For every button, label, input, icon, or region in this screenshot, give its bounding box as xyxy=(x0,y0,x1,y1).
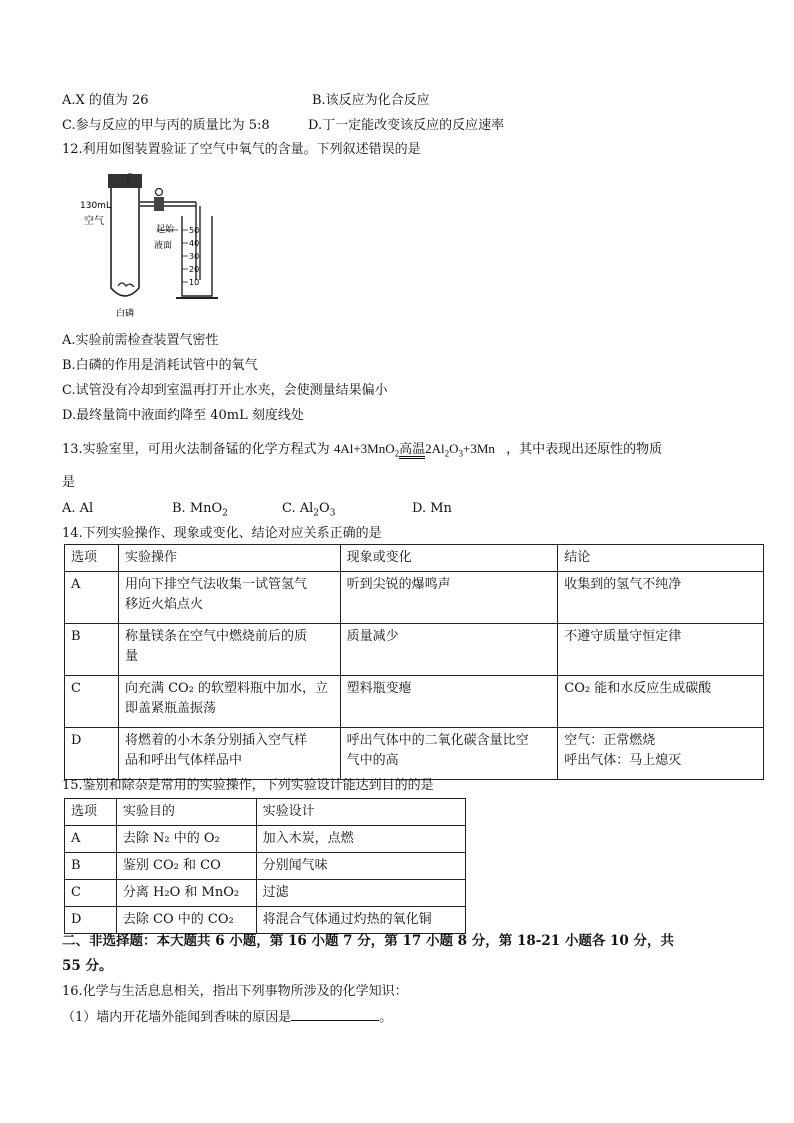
header-goal: 实验目的 xyxy=(116,799,256,826)
row-operation: 称量镁条在空气中燃烧前后的质 量 xyxy=(118,624,340,676)
header-phenomenon: 现象或变化 xyxy=(340,545,558,572)
table-row xyxy=(65,853,466,880)
q12-option-b: B.白磷的作用是消耗试管中的氧气 xyxy=(62,358,258,373)
row-operation: 用向下排空气法收集一试管氢气 移近火焰点火 xyxy=(118,572,340,624)
q13-stem-cont: 是 xyxy=(62,475,76,490)
row-phenomenon: 塑料瓶变瘪 xyxy=(340,676,558,728)
header-conclusion: 结论 xyxy=(558,545,764,572)
q12-apparatus-figure xyxy=(78,168,228,320)
header-design: 实验设计 xyxy=(256,799,465,826)
row-option: B xyxy=(65,853,117,880)
q11-option-c: C.参与反应的甲与丙的质量比为 5:8 xyxy=(62,118,270,133)
row-option: D xyxy=(65,907,117,934)
table-row xyxy=(65,572,764,624)
table-header-row xyxy=(65,799,466,826)
q16-stem: 16.化学与生活息息相关，指出下列事物所涉及的化学知识： xyxy=(62,984,408,999)
header-operation: 实验操作 xyxy=(118,545,340,572)
row-design: 加入木炭，点燃 xyxy=(256,826,465,853)
start-label-2: 液面 xyxy=(154,241,173,251)
row-option: C xyxy=(65,676,119,728)
row-design: 将混合气体通过灼热的氧化铜 xyxy=(256,907,465,934)
q12-option-d: D.最终量筒中液面约降至 40mL 刻度线处 xyxy=(62,408,304,423)
row-option: B xyxy=(65,624,119,676)
row-option: C xyxy=(65,880,117,907)
table-row xyxy=(65,676,764,728)
row-design: 过滤 xyxy=(256,880,465,907)
row-conclusion: 空气：正常燃烧 呼出气体：马上熄灭 xyxy=(558,728,764,780)
q16-sub1: （1）墙内开花墙外能闻到香味的原因是 。 xyxy=(62,1010,393,1025)
q11-option-d: D.丁一定能改变该反应的反应速率 xyxy=(308,118,505,133)
air-label: 空气 xyxy=(84,216,104,227)
row-phenomenon: 呼出气体中的二氧化碳含量比空 气中的高 xyxy=(340,728,558,780)
row-goal: 去除 CO 中的 CO₂ xyxy=(116,907,256,934)
row-conclusion: CO₂ 能和水反应生成碳酸 xyxy=(558,676,764,728)
row-operation: 将燃着的小木条分别插入空气样 品和呼出气体样品中 xyxy=(118,728,340,780)
row-phenomenon: 听到尖锐的爆鸣声 xyxy=(340,572,558,624)
scale-10: 10 xyxy=(189,278,200,287)
q13-stem-suffix: ，其中表现出还原性的物质 xyxy=(506,442,663,457)
table-row xyxy=(65,624,764,676)
table-row xyxy=(65,826,466,853)
header-option: 选项 xyxy=(65,545,119,572)
q12-option-c: C.试管没有冷却到室温再打开止水夹，会使测量结果偏小 xyxy=(62,383,388,398)
table-row xyxy=(65,880,466,907)
row-operation: 向充满 CO₂ 的软塑料瓶中加水，立 即盖紧瓶盖振荡 xyxy=(118,676,340,728)
q12-option-a: A.实验前需检查装置气密性 xyxy=(62,333,219,348)
scale-30: 30 xyxy=(189,252,200,261)
table-header-row xyxy=(65,545,764,572)
q15-table xyxy=(64,798,466,934)
q13-option-b: B. MnO$_2$ xyxy=(172,501,228,519)
row-conclusion: 收集到的氢气不纯净 xyxy=(558,572,764,624)
scale-50: 50 xyxy=(189,226,200,235)
scale-20: 20 xyxy=(189,265,200,274)
q13-option-c: C. $Al_2O_3$ xyxy=(282,501,336,519)
q16-sub1-text: （1）墙内开花墙外能闻到香味的原因是 xyxy=(62,1010,292,1025)
q13-stem-prefix: 13.实验室里，可用火法制备锰的化学方程式为 xyxy=(62,442,330,457)
q13-option-d: D. Mn xyxy=(412,501,452,516)
q13-equation: 4Al+3MnO$_2$高温$2Al_2O_3+3Mn$ xyxy=(333,441,495,459)
row-design: 分别闻气味 xyxy=(256,853,465,880)
q15-stem: 15.鉴别和除杂是常用的实验操作，下列实验设计能达到目的的是 xyxy=(62,778,434,793)
row-option: A xyxy=(65,572,119,624)
answer-blank[interactable] xyxy=(291,1008,379,1021)
row-goal: 去除 N₂ 中的 O₂ xyxy=(116,826,256,853)
row-goal: 分离 H₂O 和 MnO₂ xyxy=(116,880,256,907)
section2-heading-line2: 55 分。 xyxy=(62,958,113,974)
phosphorus-label: 白磷 xyxy=(116,309,135,319)
section2-heading-line1: 二、非选择题：本大题共 6 小题，第 16 小题 7 分，第 17 小题 8 分，第 18-21 小题各 10 分，共 xyxy=(62,933,675,949)
table-row xyxy=(65,728,764,780)
volume-label: 130mL xyxy=(80,201,111,211)
scale-40: 40 xyxy=(189,239,200,248)
row-option: A xyxy=(65,826,117,853)
start-label-1: 起始 xyxy=(156,225,175,235)
q13-stem xyxy=(62,440,662,463)
q11-option-a: A.X 的值为 26 xyxy=(62,93,149,108)
row-goal: 鉴别 CO₂ 和 CO xyxy=(116,853,256,880)
q12-stem: 12.利用如图装置验证了空气中氧气的含量。下列叙述错误的是 xyxy=(62,142,421,157)
row-phenomenon: 质量减少 xyxy=(340,624,558,676)
header-option: 选项 xyxy=(65,799,117,826)
q14-table xyxy=(64,544,764,780)
q11-option-b: B.该反应为化合反应 xyxy=(312,93,430,108)
table-row xyxy=(65,907,466,934)
row-conclusion: 不遵守质量守恒定律 xyxy=(558,624,764,676)
q13-option-a: A. Al xyxy=(62,501,94,516)
row-option: D xyxy=(65,728,119,780)
q14-stem: 14.下列实验操作、现象或变化、结论对应关系正确的是 xyxy=(62,526,382,541)
